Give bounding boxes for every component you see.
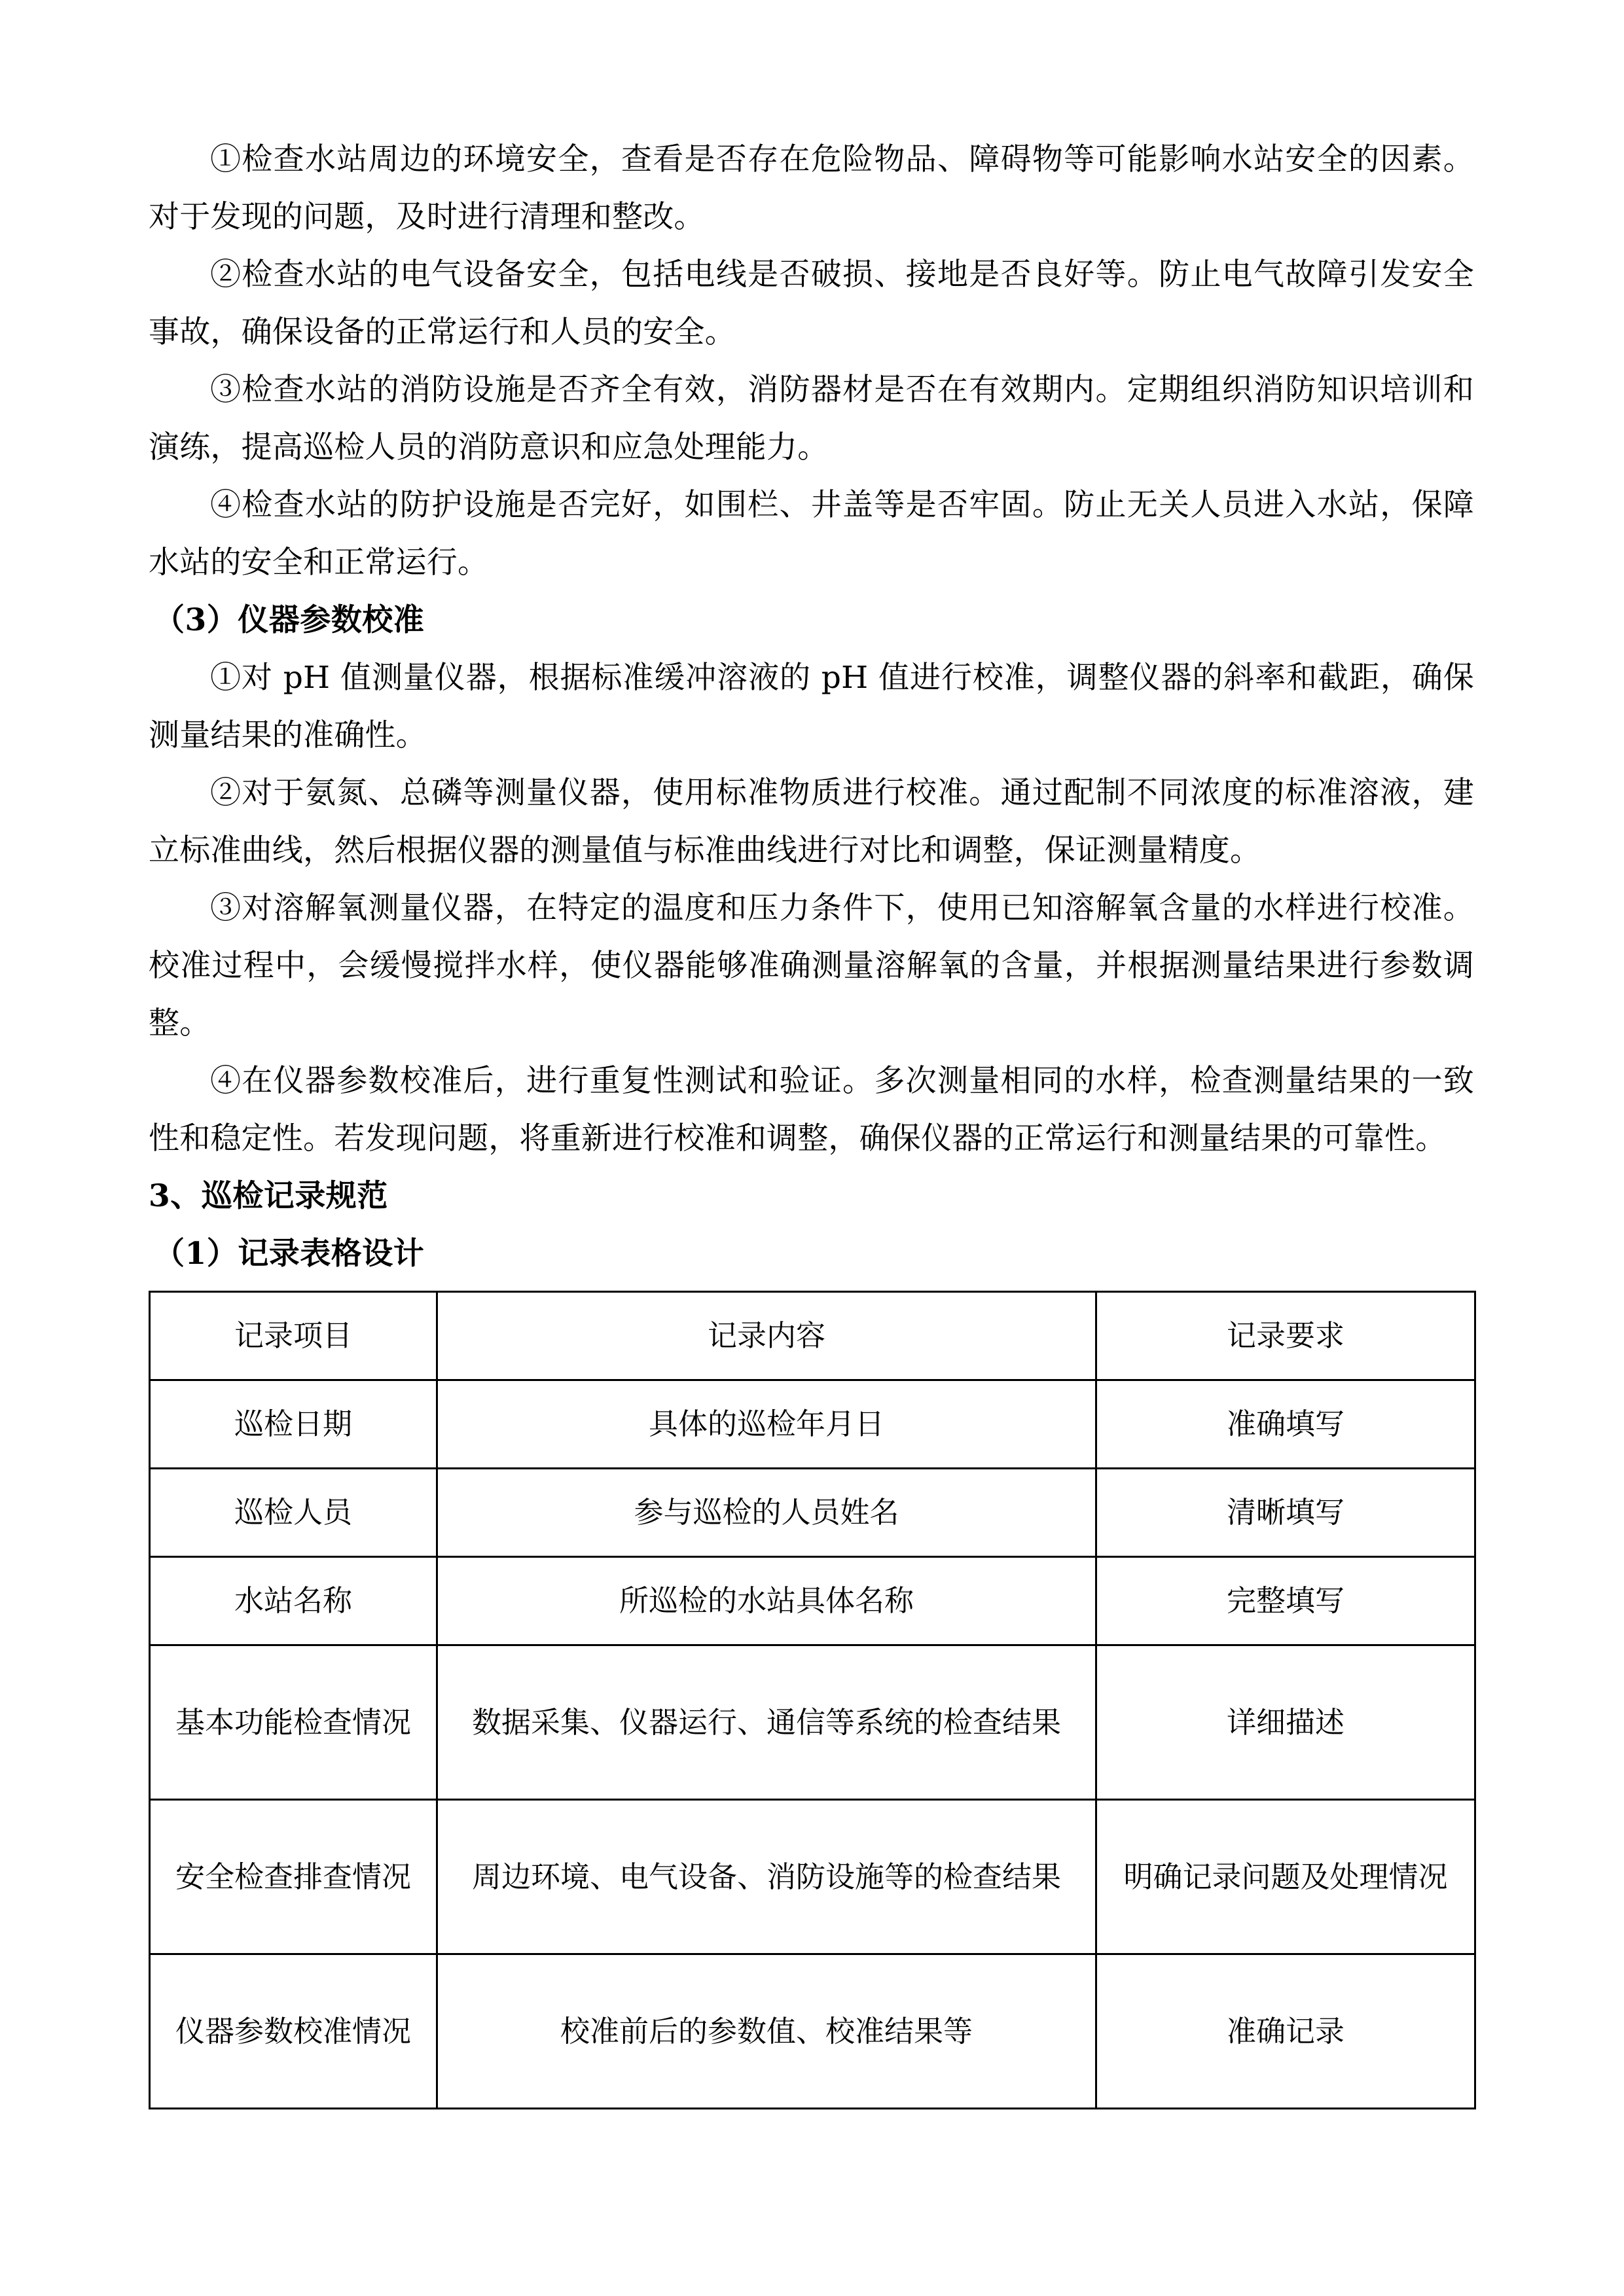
table-cell-item: 安全检查排查情况	[150, 1800, 437, 1954]
table-cell-item: 水站名称	[150, 1557, 437, 1645]
table-cell-requirement: 完整填写	[1096, 1557, 1475, 1645]
paragraph-ph-calibration: ①对 pH 值测量仪器，根据标准缓冲溶液的 pH 值进行校准，调整仪器的斜率和截距，确保测量结果的准确性。	[149, 660, 1474, 753]
table-cell-item: 巡检人员	[150, 1469, 437, 1557]
table-row	[150, 1380, 1475, 1469]
table-cell-content: 所巡检的水站具体名称	[437, 1557, 1096, 1645]
table-cell-requirement: 准确记录	[1096, 1954, 1475, 2109]
table-row	[150, 1469, 1475, 1557]
table-header-cell-item: 记录项目	[150, 1292, 437, 1380]
paragraph-fire-safety: ③检查水站的消防设施是否齐全有效，消防器材是否在有效期内。定期组织消防知识培训和演练，提高巡检人员的消防意识和应急处理能力。	[149, 372, 1474, 465]
paragraph-electrical-safety: ②检查水站的电气设备安全，包括电线是否破损、接地是否良好等。防止电气故障引发安全事故，确保设备的正常运行和人员的安全。	[149, 257, 1474, 350]
paragraph-ammonia-phosphorus-calibration: ②对于氨氮、总磷等测量仪器，使用标准物质进行校准。通过配制不同浓度的标准溶液，建立标准曲线，然后根据仪器的测量值与标准曲线进行对比和调整，保证测量精度。	[149, 775, 1474, 869]
table-row	[150, 1800, 1475, 1954]
table-cell-content: 数据采集、仪器运行、通信等系统的检查结果	[437, 1645, 1096, 1800]
table-cell-content: 参与巡检的人员姓名	[437, 1469, 1096, 1557]
paragraph-dissolved-oxygen-calibration: ③对溶解氧测量仪器，在特定的温度和压力条件下，使用已知溶解氧含量的水样进行校准。校准过程中，会缓慢搅拌水样，使仪器能够准确测量溶解氧的含量，并根据测量结果进行参数调整。	[149, 890, 1474, 1041]
table-cell-requirement: 详细描述	[1096, 1645, 1475, 1800]
table-row	[150, 1954, 1475, 2109]
table-cell-item: 仪器参数校准情况	[150, 1954, 437, 2109]
table-cell-content: 具体的巡检年月日	[437, 1380, 1096, 1469]
heading-record-table-design: （1）记录表格设计	[154, 1236, 425, 1272]
paragraph-protective-facilities: ④检查水站的防护设施是否完好，如围栏、井盖等是否牢固。防止无关人员进入水站，保障水站的安全和正常运行。	[149, 487, 1474, 581]
table-header-cell-requirement: 记录要求	[1096, 1292, 1475, 1380]
table-cell-item: 巡检日期	[150, 1380, 437, 1469]
table-cell-item: 基本功能检查情况	[150, 1645, 437, 1800]
paragraph-repeatability-verification: ④在仪器参数校准后，进行重复性测试和验证。多次测量相同的水样，检查测量结果的一致性和稳定性。若发现问题，将重新进行校准和调整，确保仪器的正常运行和测量结果的可靠性。	[149, 1063, 1474, 1157]
table-header-cell-content: 记录内容	[437, 1292, 1096, 1380]
table-cell-content: 周边环境、电气设备、消防设施等的检查结果	[437, 1800, 1096, 1954]
table-cell-requirement: 准确填写	[1096, 1380, 1475, 1469]
paragraph-environment-safety: ①检查水站周边的环境安全，查看是否存在危险物品、障碍物等可能影响水站安全的因素。对于发现的问题，及时进行清理和整改。	[149, 141, 1474, 235]
table-cell-requirement: 清晰填写	[1096, 1469, 1475, 1557]
heading-instrument-calibration: （3）仪器参数校准	[154, 602, 425, 638]
heading-inspection-record-spec: 3、巡检记录规范	[149, 1178, 388, 1214]
table-cell-requirement: 明确记录问题及处理情况	[1096, 1800, 1475, 1954]
inspection-record-table	[149, 1291, 1476, 2109]
table-cell-content: 校准前后的参数值、校准结果等	[437, 1954, 1096, 2109]
table-row	[150, 1557, 1475, 1645]
table-header-row	[150, 1292, 1475, 1380]
table-row	[150, 1645, 1475, 1800]
